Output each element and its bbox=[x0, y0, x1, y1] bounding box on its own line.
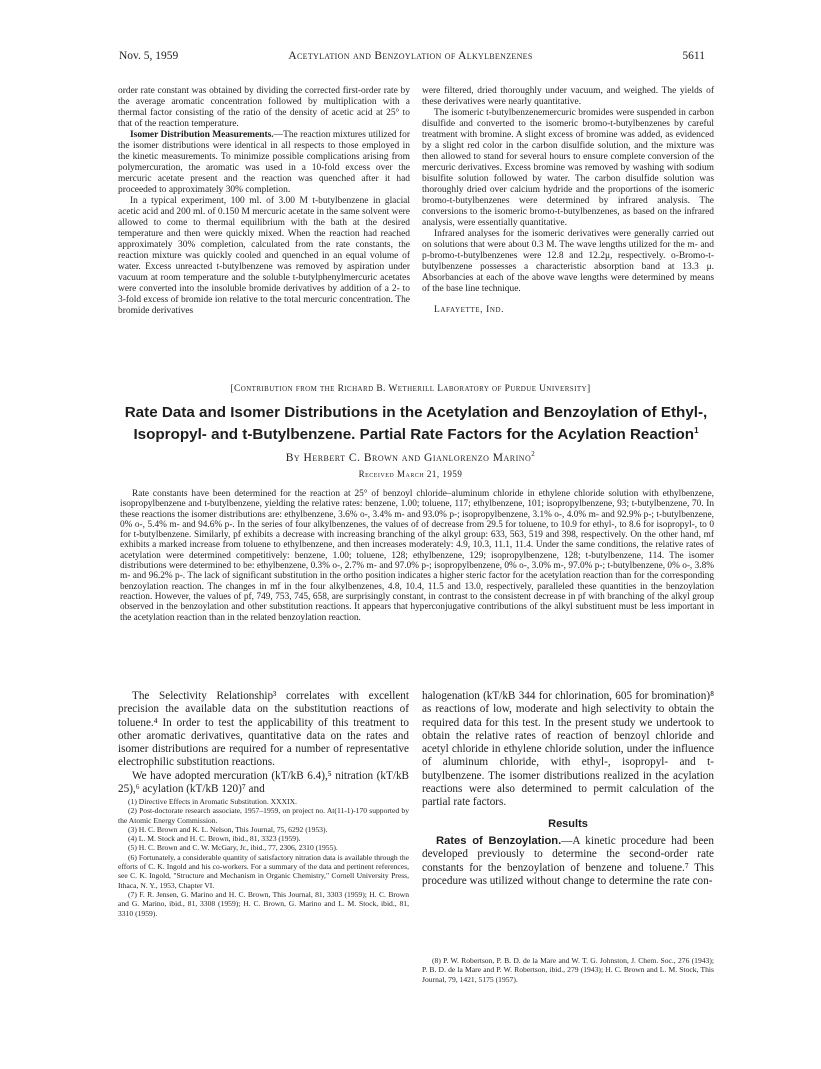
location: Lafayette, Ind. bbox=[434, 305, 505, 315]
paragraph: The isomeric t-butylbenzenemercuric bromides were suspended in carbon disulfide and converted to the isomeric bromo-t-butylbenzenes by careful treatment with bromine. A slight excess of bromine was added, as evidenced by a slight red color in the carbon disulfide solution, and the mixture was then allowed to stand for several hours to ensure complete conversion of the mercuric derivatives. Excess bromine was removed by washing with sodium bisulfite solution followed by water. The carbon disulfide solution was thoroughly dried over calcium hydride and the proportions of the isomeric bromo-t-butylbenzenes were determined by infrared analysis. The conversions to the isomeric bromo-t-butylbenzenes, as based on the infrared analysis, were essentially quantitative. bbox=[422, 108, 714, 228]
paragraph: were filtered, dried thoroughly under vacuum, and weighed. The yields of these derivatives were nearly quantitative. bbox=[422, 86, 714, 107]
received-date: Received March 21, 1959 bbox=[358, 469, 463, 479]
paragraph: Infrared analyses for the isomeric derivatives were generally carried out on solutions that were about 0.3 M. The wave lengths utilized for the m- and p-bromo-t-butylbenzenes were 12.8 and 12.2μ, respectively. o-Bromo-t-butylbenzene possesses a characteristic absorption band at 13.3 μ. Absorbancies at each of the above wave lengths were determined by means of the base line technique. bbox=[422, 229, 714, 294]
top-left-column bbox=[118, 86, 410, 317]
footnote: (5) H. C. Brown and C. W. McGary, Jr., ibid., 77, 2306, 2310 (1955). bbox=[128, 843, 338, 853]
run-in-heading: Isomer Distribution Measurements. bbox=[130, 130, 274, 140]
paragraph bbox=[422, 835, 714, 888]
footnotes-right bbox=[422, 956, 714, 984]
title-line bbox=[116, 422, 716, 444]
footnote: (8) P. W. Robertson, P. B. D. de la Mare and W. T. G. Johnston, J. Chem. Soc., 276 (1943); P. B. D. de la Mare and P. W. Robertson, ibid., 279 (1943); H. C. Brown and L. M. Stock, This Journal, 79, 1421, 5175 (1957). bbox=[422, 956, 714, 984]
paragraph-text: —A kinetic procedure had been developed previously to determine the second-order rate constants for the benzoylation of benzene and toluene.⁷ This procedure was utilized without change to determine the rate con- bbox=[422, 834, 714, 887]
authors-text: By Herbert C. Brown and Gianlorenzo Marino bbox=[285, 451, 532, 464]
title-line: Rate Data and Isomer Distributions in the Acetylation and Benzoylation of Ethyl-, bbox=[124, 404, 708, 421]
page-number: 5611 bbox=[682, 50, 705, 62]
running-header-date: Nov. 5, 1959 bbox=[119, 50, 179, 62]
contribution-line: [Contribution from the Richard B. Wetherill Laboratory of Purdue University] bbox=[230, 384, 591, 394]
abstract: Rate constants have been determined for the reaction at 25° of benzoyl chloride–aluminum chloride in ethylene chloride solution with ethylbenzene, isopropylbenzene and t-butylbenzene, yielding the relative rates: benzene, 1.00; toluene, 117; ethylbenzene, 101; isopropylbenzene, 93; t-butylbenzene, 70. In these reactions the isomer distributions are: ethylbenzene, 3.6% o-, 3.4% m- and 93.0% p-; isopropylbenzene, 3.1% o-, 4.0% m- and 92.9% p-; t-butylbenzene, 0% o-, 5.4% m- and 94.6% p-. In the series of four alkylbenzenes, the values of of decrease from 29.5 for toluene, to 10.9 for ethyl-, to 8.6 for isopropyl-, to 0 for t-butylbenzene. Similarly, pf exhibits a decrease with increasing branching of the alkyl group: 633, 563, 519 and 398, respectively. On the other hand, mf exhibits a marked increase from toluene to ethylbenzene, and then increases moderately: 4.9, 10.3, 11.1, 11.4. Under the same conditions, the relative rates of acetylation were determined competitively: benzene, 1.00; toluene, 128; ethylbenzene, 129; isopropylbenzene, 128; t-butylbenzene, 114. The isomer distributions were determined to be: ethylbenzene, 0.3% o-, 2.7% m- and 97.0% p-; isopropylbenzene, 0% o-, 3.0% m-, 97.0% p-; t-butylbenzene, 0% o-, 3.8% m- and 96.2% p-. The lack of significant substitution in the ortho position indicates a higher steric factor for the acetylation reaction than for the corresponding benzoylation reaction. The changes in mf in the four alkylbenzenes, 4.8, 10.4, 11.5 and 13.0, respectively, paralleled these quantities in the benzoylation reaction. However, the values of pf, 749, 753, 745, 658, are surprisingly constant, in contrast to the consistent decrease in pf with branching of the alkyl group observed in the benzoylation and other substitution reactions. It appears that hyperconjugative contributions of the alkyl substituent must be less important in the acetylation reaction than in the related benzoylation reaction. bbox=[120, 489, 714, 623]
footnote: (2) Post-doctorate research associate, 1957–1959, on project no. At(11-1)-170 supported by the Atomic Energy Commission. bbox=[118, 806, 409, 825]
article-title bbox=[116, 404, 716, 445]
paragraph: The Selectivity Relationship³ correlates with excellent precision the available data on the substitution reactions of toluene.⁴ In order to test the applicability of this treatment to other aromatic derivatives, quantitative data on the rates and isomer distributions are required for a number of representative electrophilic substitution reactions. bbox=[118, 690, 409, 769]
footnotes-left bbox=[118, 797, 409, 918]
running-header-title: Acetylation and Benzoylation of Alkylbenzenes bbox=[288, 50, 533, 62]
body-left-column bbox=[118, 690, 409, 796]
footnote: (1) Directive Effects in Aromatic Substitution. XXXIX. bbox=[128, 797, 297, 806]
top-right-column bbox=[422, 86, 714, 316]
paragraph bbox=[118, 130, 410, 196]
footnote: (4) L. M. Stock and H. C. Brown, ibid., 81, 3323 (1959). bbox=[128, 834, 301, 844]
body-right-column bbox=[422, 690, 714, 888]
paragraph-text: —The reaction mixtures utilized for the isomer distributions were identical in all respects to those employed in the kinetic measurements. To minimize possible complications arising from polymercuration, the aromatic was used in a 10-fold excess over the mercuric acetate present and the reaction was quenched after it had proceeded to approximately 30% completion. bbox=[118, 130, 411, 195]
section-heading: Results bbox=[548, 817, 588, 830]
footnote: (6) Fortunately, a considerable quantity of satisfactory nitration data is available through the efforts of C. K. Ingold and his co-workers. For a summary of the data and pertinent references, see C. K. Ingold, "Structure and Mechanism in Organic Chemistry," Cornell University Press, Ithaca, N. Y., 1953, Chapter VI. bbox=[118, 852, 409, 890]
footnote: (3) H. C. Brown and K. L. Nelson, This Journal, 75, 6292 (1953). bbox=[128, 824, 328, 834]
paragraph: halogenation (kT/kB 344 for chlorination, 605 for bromination)⁸ as reactions of low, moderate and high selectivity to obtain the required data for this test. In the present study we undertook to obtain the relative rates of reaction of benzoyl chloride and acetyl chloride in ethylene chloride solution, under the influence of aluminum chloride, with ethyl-, isopropyl- and t-butylbenzene. The isomer distributions realized in the acylation reactions were also determined to permit calculation of the partial rate factors. bbox=[422, 690, 714, 809]
authors bbox=[0, 450, 821, 464]
paragraph: In a typical experiment, 100 ml. of 3.00 M t-butylbenzene in glacial acetic acid and 200 ml. of 0.150 M mercuric acetate in the same solvent were allowed to come to thermal equilibrium with the bath at the desired temperature and then were quickly mixed. When the reaction had reached approximately 30% completion, calculated from the rate constants, the reaction mixture was quickly cooled and quenched in an equal volume of water. Excess unreacted t-butylbenzene was removed by aspiration under vacuum at room temperature and the soluble t-butylphenylmercuric acetates were converted into the insoluble bromide derivatives by addition of a 2- to 3-fold excess of bromide ion relative to the total mercuric concentration. The bromide derivatives bbox=[118, 196, 410, 316]
paragraph: We have adopted mercuration (kT/kB 6.4),⁵ nitration (kT/kB 25),⁶ acylation (kT/kB 120)⁷ and bbox=[118, 769, 409, 796]
footnote: (7) F. R. Jensen, G. Marino and H. C. Brown, This Journal, 81, 3303 (1959); H. C. Brown and G. Marino, ibid., 81, 3308 (1959); H. C. Brown, G. Marino and L. M. Stock, ibid., 81, 3310 (1959). bbox=[118, 889, 409, 918]
footnote-marker: 2 bbox=[531, 450, 536, 458]
run-in-heading: Rates of Benzoylation. bbox=[436, 834, 562, 847]
title-line-text: Isopropyl- and t-Butylbenzene. Partial Rate Factors for the Acylation Reaction bbox=[133, 426, 695, 444]
paragraph: order rate constant was obtained by dividing the corrected first-order rate by the average aromatic concentration followed by multiplication with a thermal factor consisting of the ratio of the density of acetic acid at 25° to that of the reaction temperature. bbox=[118, 86, 410, 129]
footnote-marker: 1 bbox=[694, 426, 699, 436]
